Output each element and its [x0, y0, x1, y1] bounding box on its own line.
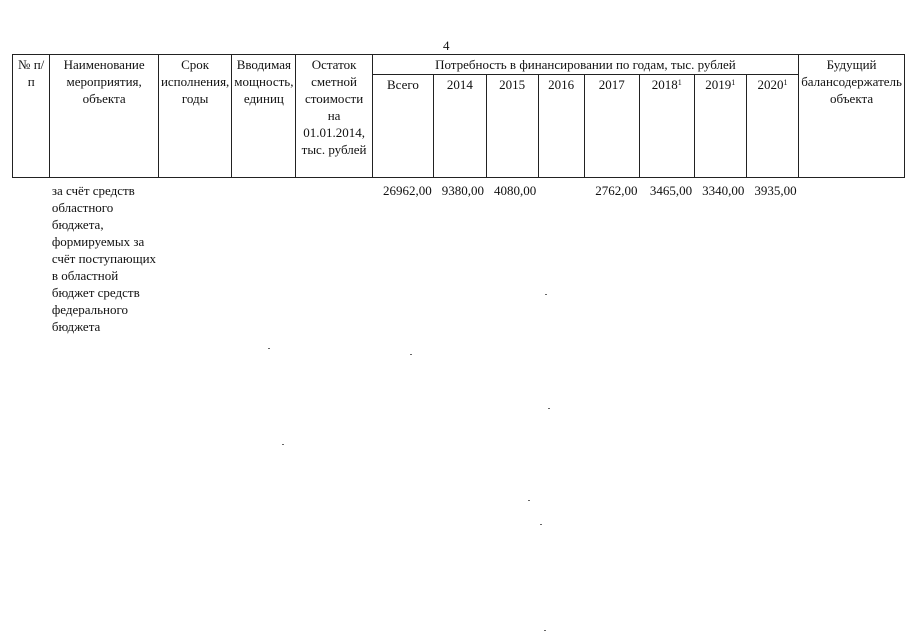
scan-speck — [268, 348, 270, 349]
page-number: 4 — [443, 38, 450, 53]
cell-2019: 3340,00 — [702, 183, 745, 198]
scan-speck — [410, 354, 412, 355]
header-remaining: Остаток сметной стоимости на 01.01.2014, тыс. рублей — [296, 55, 372, 178]
header-name: Наименование мероприятия, объекта — [50, 55, 159, 178]
header-term: Срок исполнения, годы — [158, 55, 231, 178]
cell-remaining — [296, 178, 372, 336]
footnote-mark: 1 — [677, 78, 682, 87]
cell-num — [13, 178, 50, 336]
header-year-2015: 2015 — [486, 75, 538, 178]
scan-speck — [548, 408, 550, 409]
scan-speck — [544, 630, 546, 631]
scan-speck — [540, 524, 542, 525]
footnote-mark: 1 — [731, 78, 736, 87]
header-year-2017: 2017 — [584, 75, 639, 178]
scan-speck — [545, 294, 547, 295]
footnote-mark: 1 — [783, 78, 788, 87]
header-total: Всего — [372, 75, 434, 178]
header-year-2018: 2018$^1$ — [639, 75, 694, 178]
header-year-2014: 2014 — [434, 75, 486, 178]
cell-name: за счёт средств областного бюджета, формируемых за счёт поступающих в областной бюджет средств федерального бюджета — [51, 183, 157, 334]
header-capacity: Вводимая мощность, единиц — [232, 55, 296, 178]
header-need: Потребность в финансировании по годам, тыс. рублей — [372, 55, 798, 75]
financing-table — [12, 54, 905, 335]
cell-term — [158, 178, 231, 336]
cell-2016 — [538, 178, 584, 336]
header-year-2019: 2019$^1$ — [694, 75, 746, 178]
header-year-2016: 2016 — [538, 75, 584, 178]
header-num: № п/п — [13, 55, 50, 178]
header-holder: Будущий балансодержатель объекта — [799, 55, 905, 178]
cell-holder — [799, 178, 905, 336]
header-year-2020: 2020$^1$ — [746, 75, 798, 178]
cell-2020: 3935,00 — [754, 183, 797, 198]
cell-total: 26962,00 — [382, 183, 432, 198]
table-row — [13, 178, 905, 336]
cell-2015: 4080,00 — [494, 183, 537, 198]
cell-2017: 2762,00 — [595, 183, 638, 198]
cell-capacity — [232, 178, 296, 336]
cell-2014: 9380,00 — [441, 183, 484, 198]
scan-speck — [528, 500, 530, 501]
cell-2018: 3465,00 — [649, 183, 693, 198]
scan-speck — [282, 444, 284, 445]
